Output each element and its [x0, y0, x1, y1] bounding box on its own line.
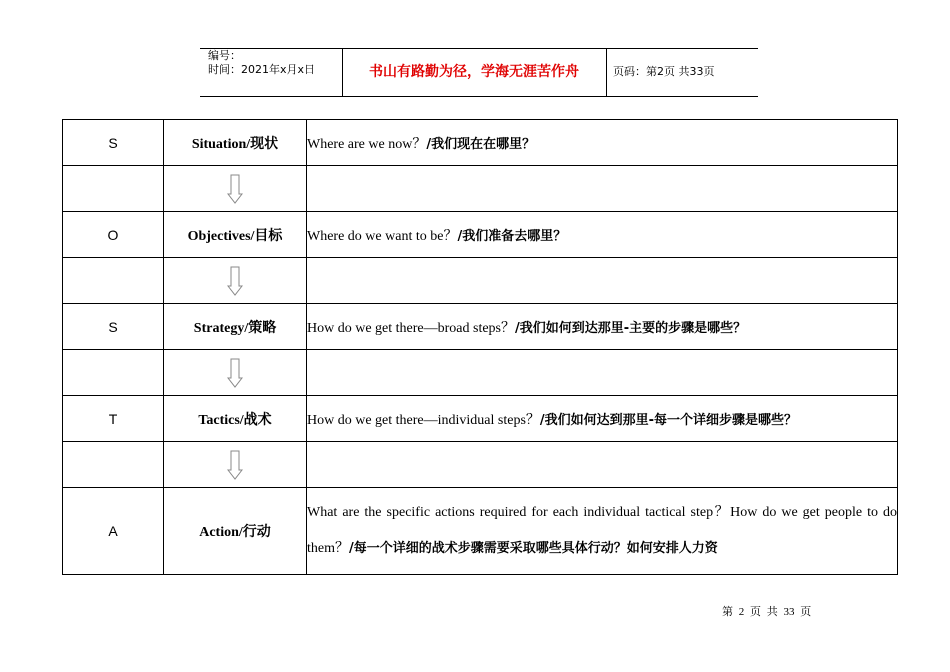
doc-date-label: 时间：2021年x月x日 — [208, 63, 316, 76]
desc-english: How do we get there—individual steps？ — [307, 412, 540, 428]
table-row — [63, 120, 898, 166]
row-name: Tactics/战术 — [164, 396, 307, 442]
row-description — [307, 120, 898, 166]
desc-chinese: /我们如何达到那里-每一个详细步骤是哪些？ — [539, 412, 798, 428]
desc-english: Where are we now？ — [307, 136, 427, 152]
down-arrow-icon — [227, 450, 243, 480]
header-top-rule — [200, 48, 758, 49]
desc-chinese: /每一个详细的战术步骤需要采取哪些具体行动？如何安排人力资 — [349, 541, 718, 556]
desc-chinese: /我们如何到达那里-主要的步骤是哪些？ — [515, 320, 747, 336]
row-letter: S — [63, 120, 164, 166]
desc-chinese: /我们现在在哪里？ — [426, 136, 536, 152]
down-arrow-icon — [227, 266, 243, 296]
table-row-spacer — [63, 442, 898, 488]
table-row — [63, 212, 898, 258]
doc-code-label: 编号： — [208, 49, 241, 62]
header-page-label: 页码：第2页 共33页 — [613, 65, 715, 78]
row-name: Strategy/策略 — [164, 304, 307, 350]
row-name: Action/行动 — [164, 488, 307, 575]
footer-page-number: 第 2 页 共 33 页 — [722, 606, 812, 618]
down-arrow-icon — [227, 174, 243, 204]
table-row — [63, 396, 898, 442]
table-row-spacer — [63, 258, 898, 304]
row-letter: T — [63, 396, 164, 442]
header-motto: 书山有路勤为径，学海无涯苦作舟 — [369, 64, 579, 80]
table-row-spacer — [63, 166, 898, 212]
header-divider — [606, 48, 607, 96]
row-description — [307, 304, 898, 350]
row-name: Objectives/目标 — [164, 212, 307, 258]
table-row — [63, 488, 898, 575]
sosta-table — [62, 119, 898, 575]
desc-english: How do we get there—broad steps？ — [307, 320, 516, 336]
row-description — [307, 212, 898, 258]
row-letter: O — [63, 212, 164, 258]
row-description — [307, 396, 898, 442]
table-row-spacer — [63, 350, 898, 396]
row-name: Situation/现状 — [164, 120, 307, 166]
desc-english: What are the specific actions required for each individual tactical step？How do we get people to do them？ — [307, 505, 897, 556]
row-letter: A — [63, 488, 164, 575]
row-description — [307, 488, 898, 575]
row-letter: S — [63, 304, 164, 350]
desc-english: Where do we want to be？ — [307, 228, 458, 244]
down-arrow-icon — [227, 358, 243, 388]
desc-chinese: /我们准备去哪里？ — [457, 228, 567, 244]
header-bottom-rule — [200, 96, 758, 97]
table-row — [63, 304, 898, 350]
